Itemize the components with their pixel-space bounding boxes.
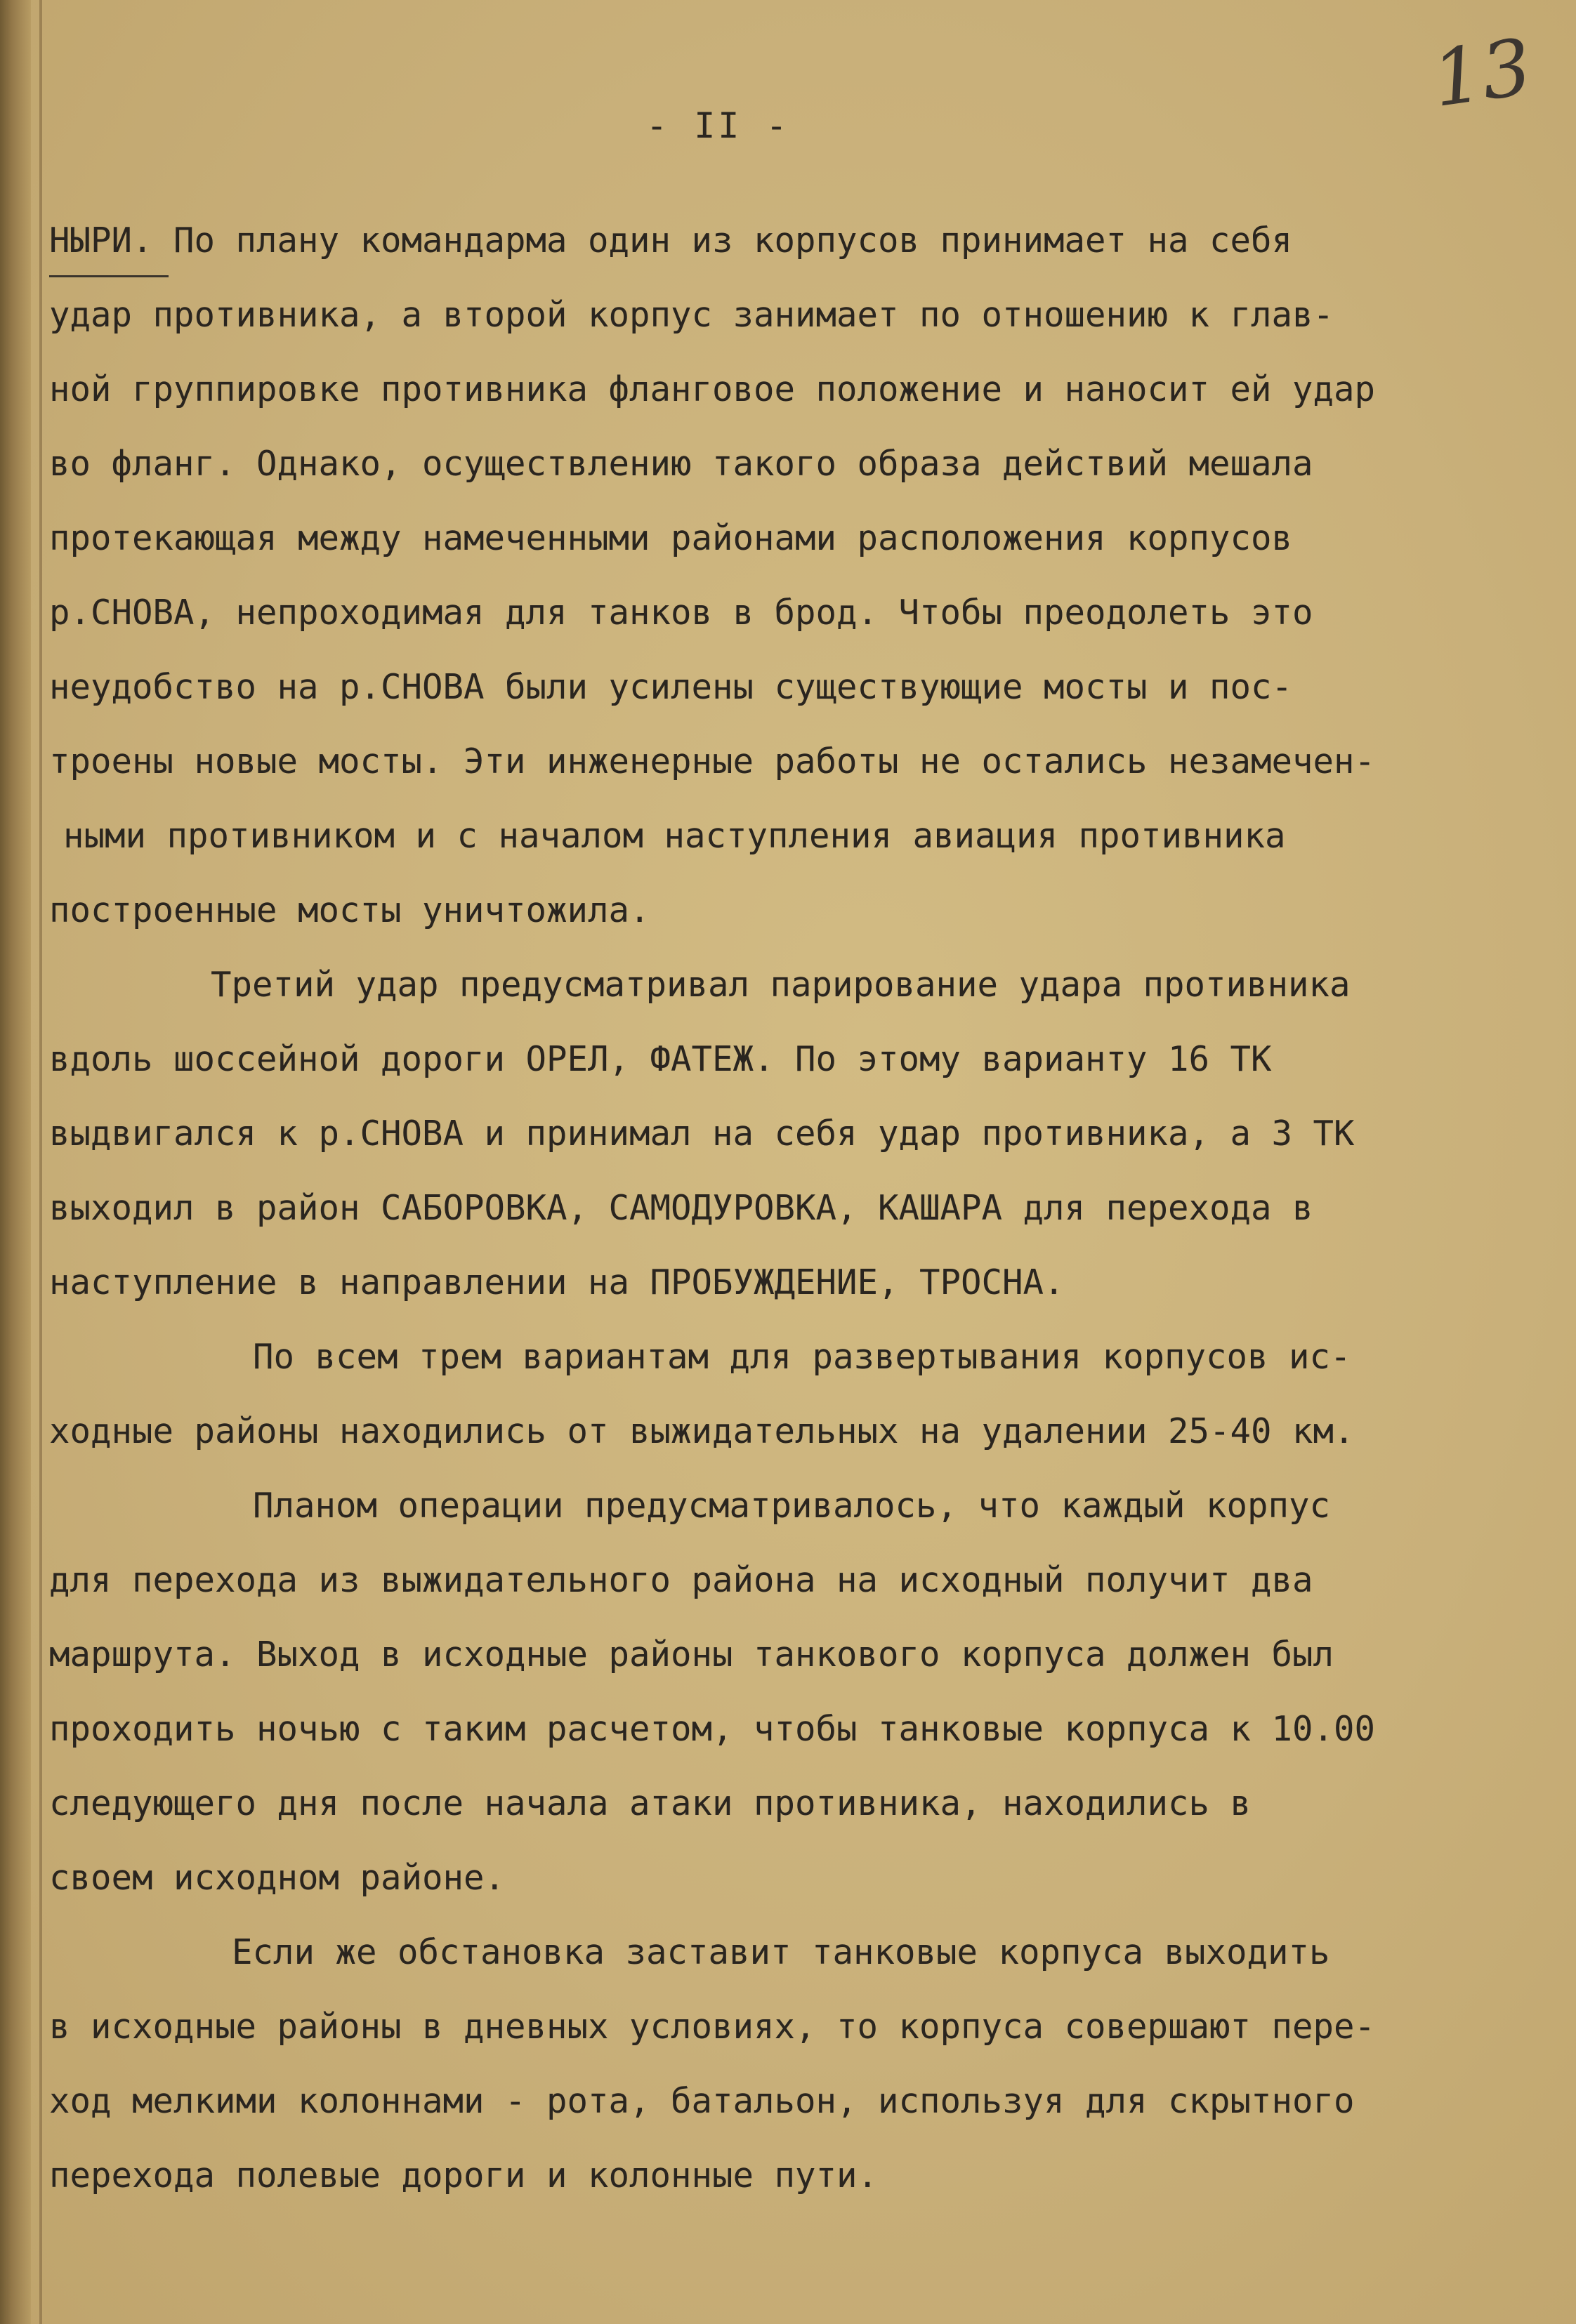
text-line-21: проходить ночью с таким расчетом, чтобы танковые корпуса к 10.00 bbox=[49, 1709, 1376, 1749]
text-line-12: вдоль шоссейной дороги ОРЕЛ, ФАТЕЖ. По этому варианту 16 ТК bbox=[49, 1039, 1272, 1079]
text-line-10: построенные мосты уничтожила. bbox=[49, 890, 650, 930]
text-line-5: протекающая между намеченными районами расположения корпусов bbox=[49, 518, 1293, 558]
text-line-3: ной группировке противника фланговое положение и наносит ей удар bbox=[49, 369, 1376, 409]
text-line-22: следующего дня после начала атаки противника, находились в bbox=[49, 1783, 1252, 1823]
text-line-18: Планом операции предусматривалось, что каждый корпус bbox=[253, 1486, 1331, 1526]
text-line-20: маршрута. Выход в исходные районы танкового корпуса должен был bbox=[49, 1635, 1334, 1675]
text-line-11: Третий удар предусматривал парирование удара противника bbox=[211, 965, 1351, 1005]
text-line-7: неудобство на р.СНОВА были усилены существующие мосты и пос- bbox=[49, 667, 1293, 707]
text-line-14: выходил в район САБОРОВКА, САМОДУРОВКА, КАШАРА для перехода в bbox=[49, 1188, 1313, 1228]
text-line-4: во фланг. Однако, осуществлению такого образа действий мешала bbox=[49, 444, 1313, 484]
text-line-19: для перехода из выжидательного района на исходный получит два bbox=[49, 1560, 1313, 1600]
text-line-1: НЫРИ. По плану командарма один из корпусов принимает на себя bbox=[49, 220, 1293, 260]
text-line-2: удар противника, а второй корпус занимает по отношению к глав- bbox=[49, 295, 1334, 335]
text-line-9: ными противником и с началом наступления авиация противника bbox=[63, 816, 1286, 856]
text-line-6: р.СНОВА, непроходимая для танков в брод. Чтобы преодолеть это bbox=[49, 593, 1313, 633]
handwritten-folio-number: 13 bbox=[1426, 21, 1537, 125]
text-line-25: в исходные районы в дневных условиях, то корпуса совершают пере- bbox=[49, 2007, 1376, 2047]
text-line-24: Если же обстановка заставит танковые корпуса выходить bbox=[232, 1932, 1330, 1972]
text-line-16: По всем трем вариантам для развертывания корпусов ис- bbox=[253, 1337, 1351, 1377]
text-line-8: троены новые мосты. Эти инженерные работы не остались незамечен- bbox=[49, 741, 1376, 781]
text-line-17: ходные районы находились от выжидательных на удалении 25-40 км. bbox=[49, 1411, 1355, 1451]
text-line-13: выдвигался к р.СНОВА и принимал на себя удар противника, а 3 ТК bbox=[49, 1114, 1355, 1154]
text-line-26: ход мелкими колоннами - рота, батальон, используя для скрытного bbox=[49, 2081, 1355, 2121]
page-number: - II - bbox=[646, 105, 790, 146]
text-line-27: перехода полевые дороги и колонные пути. bbox=[49, 2155, 879, 2196]
text-line-15: наступление в направлении на ПРОБУЖДЕНИЕ, ТРОСНА. bbox=[49, 1262, 1065, 1302]
text-line-23: своем исходном районе. bbox=[49, 1858, 506, 1898]
